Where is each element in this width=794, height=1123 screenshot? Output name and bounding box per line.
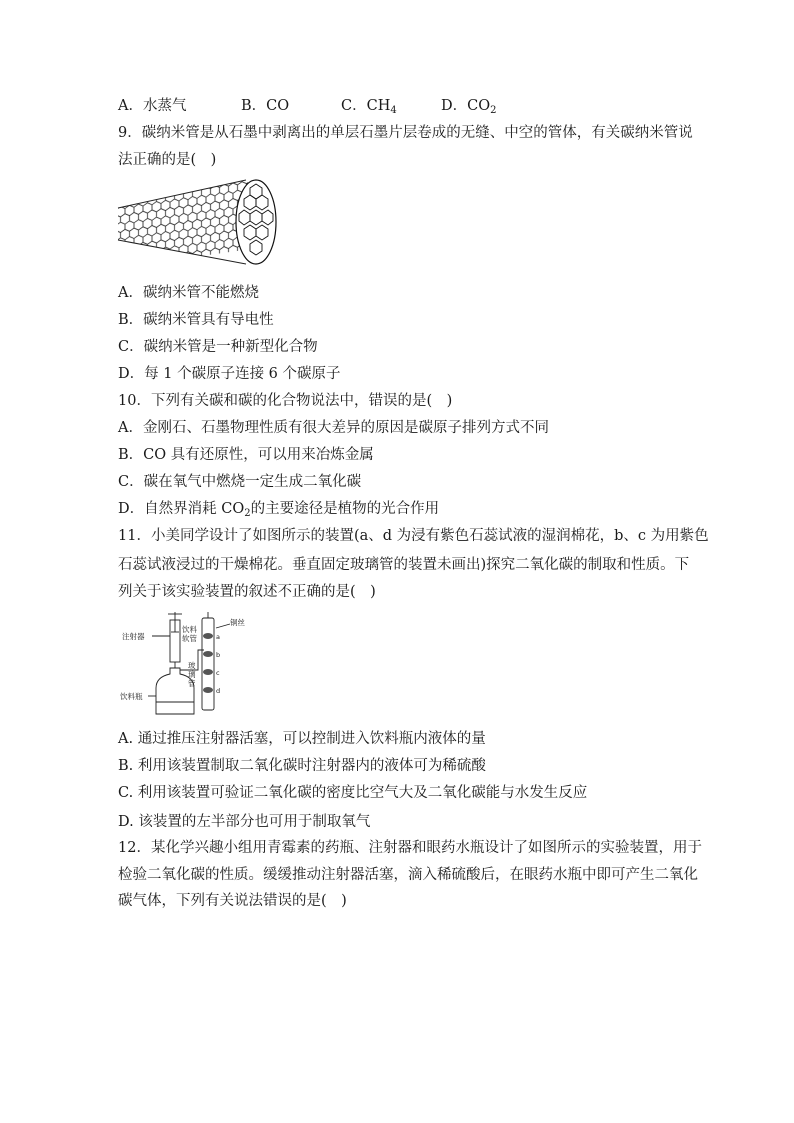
q11-stem-line1: 11．小美同学设计了如图所示的装置(a、d 为浸有紫色石蕊试液的湿润棉花，b、c 为用紫色 xyxy=(118,528,709,544)
q9-option-c: C．碳纳米管是一种新型化合物 xyxy=(118,339,318,355)
point-a-label: a xyxy=(216,633,220,641)
q9-stem-line1: 9．碳纳米管是从石墨中剥离出的单层石墨片层卷成的无缝、中空的管体，有关碳纳米管说 xyxy=(118,125,693,141)
q10-option-b: B．CO 具有还原性，可以用来冶炼金属 xyxy=(118,447,374,463)
q9-option-a: A．碳纳米管不能燃烧 xyxy=(118,285,259,301)
q10-option-c: C．碳在氧气中燃烧一定生成二氧化碳 xyxy=(118,474,362,490)
co2-apparatus-figure xyxy=(118,610,248,718)
q12-stem-line2: 检验二氧化碳的性质。缓缓推动注射器活塞，滴入稀硫酸后，在眼药水瓶中即可产生二氧化 xyxy=(118,867,698,883)
q8-option-d: D．$CO_2$ xyxy=(441,98,497,116)
syringe-label: 注射器 xyxy=(122,632,145,641)
q11-option-a: A. 通过推压注射器活塞，可以控制进入饮料瓶内液体的量 xyxy=(118,731,486,747)
tube-label-1: 玻 xyxy=(188,661,196,670)
q8-option-b: B．CO xyxy=(241,98,290,114)
q11-option-d: D. 该装置的左半部分也可用于制取氧气 xyxy=(118,814,371,830)
tube-label-3: 管 xyxy=(188,679,196,688)
q12-stem-line1: 12．某化学兴趣小组用青霉素的药瓶、注射器和眼药水瓶设计了如图所示的实验装置，用于 xyxy=(118,840,702,856)
point-d-label: d xyxy=(216,687,221,695)
point-b-label: b xyxy=(216,651,221,659)
q11-option-b: B. 利用该装置制取二氧化碳时注射器内的液体可为稀硫酸 xyxy=(118,758,486,774)
q10-option-a: A．金刚石、石墨物理性质有很大差异的原因是碳原子排列方式不同 xyxy=(118,420,549,436)
q8-option-c: C．$CH_4$ xyxy=(341,98,397,116)
q10-option-d: D．自然界消耗 $CO_2$的主要途径是植物的光合作用 xyxy=(118,501,440,519)
q9-stem-line2: 法正确的是( ) xyxy=(118,152,217,168)
wire-label: 铜丝 xyxy=(230,618,245,627)
hose-label-2: 软管 xyxy=(182,634,197,643)
q11-stem-line3: 列关于该实验装置的叙述不正确的是( ) xyxy=(118,584,376,600)
hose-label-1: 饮料 xyxy=(182,625,197,634)
q11-stem-line2: 石蕊试液浸过的干燥棉花。垂直固定玻璃管的装置未画出)探究二氧化碳的制取和性质。下 xyxy=(118,557,690,573)
q10-stem: 10．下列有关碳和碳的化合物说法中，错误的是( ) xyxy=(118,393,453,409)
bottle-label: 饮料瓶 xyxy=(120,692,143,701)
q9-option-d: D．每 1 个碳原子连接 6 个碳原子 xyxy=(118,366,341,382)
carbon-nanotube-figure xyxy=(116,176,286,268)
q8-option-a: A．水蒸气 xyxy=(118,98,187,114)
q11-option-c: C. 利用该装置可验证二氧化碳的密度比空气大及二氧化碳能与水发生反应 xyxy=(118,785,588,801)
point-c-label: c xyxy=(216,669,220,677)
tube-label-2: 璃 xyxy=(188,670,196,679)
q12-stem-line3: 碳气体，下列有关说法错误的是( ) xyxy=(118,893,347,909)
q9-option-b: B．碳纳米管具有导电性 xyxy=(118,312,274,328)
